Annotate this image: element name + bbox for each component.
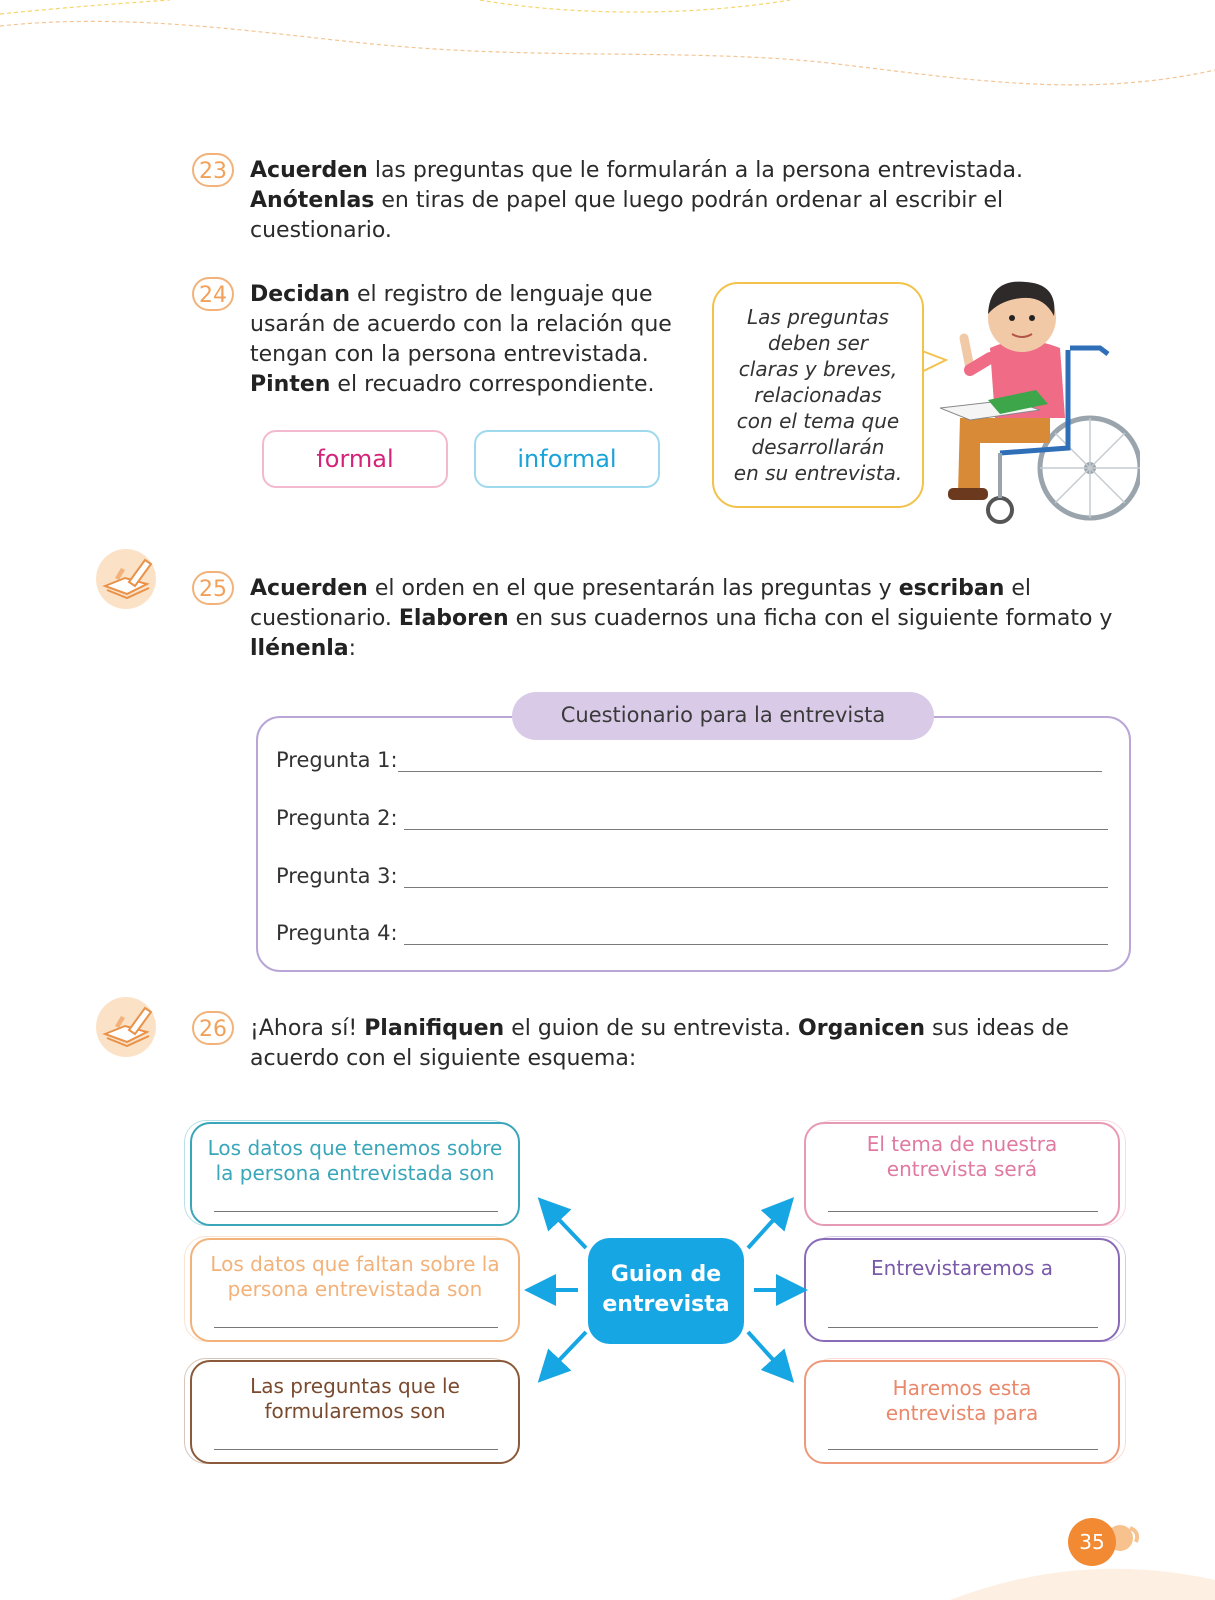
- q26-verb-2: Organicen: [798, 1016, 926, 1041]
- boy-in-wheelchair-illustration: [940, 278, 1140, 538]
- q26-text-1: ¡Ahora sí!: [250, 1016, 365, 1041]
- question-24-text: [250, 280, 700, 400]
- q26-text-3: sus ideas de: [925, 1016, 1069, 1041]
- question-number-26: 26: [192, 1011, 234, 1045]
- question-row-1-line[interactable]: [398, 771, 1102, 772]
- q23-line-3: cuestionario.: [250, 218, 392, 243]
- left-top-box[interactable]: [190, 1122, 520, 1226]
- right-bot-text-2: entrevista para: [885, 1401, 1039, 1425]
- right-mid-box[interactable]: [804, 1238, 1120, 1342]
- arrow-down-left: [546, 1332, 586, 1374]
- q25-text-5: :: [348, 636, 357, 661]
- questionnaire-title: Cuestionario para la entrevista: [512, 692, 934, 740]
- right-top-text-1: El tema de nuestra: [866, 1132, 1058, 1156]
- writing-notebook-icon: [95, 996, 157, 1058]
- arrow-down-right: [748, 1332, 786, 1374]
- q25-verb-4: llénenla: [250, 636, 349, 661]
- bubble-line-2: deben ser: [768, 331, 868, 355]
- q24-line-3: tengan con la persona entrevistada.: [250, 342, 649, 367]
- left-bot-text-1: Las preguntas que le: [250, 1374, 460, 1398]
- q25-text-4: en sus cuadernos una ficha con el siguiente formato y: [508, 606, 1113, 631]
- right-top-answer-line[interactable]: [828, 1211, 1098, 1212]
- q24-verb-1: Decidan: [250, 282, 351, 307]
- center-node: [588, 1238, 744, 1344]
- arrow-up-left: [546, 1206, 586, 1248]
- bubble-line-4: relacionadas: [754, 383, 882, 407]
- q25-text-1: el orden en el que presentarán las preguntas y: [367, 576, 899, 601]
- left-bot-text-2: formularemos son: [264, 1399, 446, 1423]
- left-bot-box[interactable]: [190, 1360, 520, 1464]
- question-row-3-label: Pregunta 3:: [276, 864, 398, 888]
- bubble-line-1: Las preguntas: [747, 305, 889, 329]
- bubble-line-3: claras y breves,: [738, 357, 898, 381]
- question-number-25: 25: [192, 571, 234, 605]
- left-mid-box[interactable]: [190, 1238, 520, 1342]
- bubble-line-7: en su entrevista.: [733, 461, 903, 485]
- q25-verb-2: escriban: [898, 576, 1005, 601]
- q26-verb-1: Planifiquen: [364, 1016, 505, 1041]
- q23-line-2: en tiras de papel que luego podrán ordenar al escribir el: [374, 188, 1004, 213]
- q24-line-2: usarán de acuerdo con la relación que: [250, 312, 672, 337]
- bubble-line-5: con el tema que: [736, 409, 900, 433]
- q25-verb-3: Elaboren: [398, 606, 509, 631]
- option-informal[interactable]: informal: [474, 430, 660, 488]
- right-bot-answer-line[interactable]: [828, 1449, 1098, 1450]
- question-row-4-label: Pregunta 4:: [276, 921, 398, 945]
- q23-verb-2: Anótenlas: [250, 188, 375, 213]
- q25-text-2: el: [1004, 576, 1032, 601]
- q26-text-2: el guion de su entrevista.: [504, 1016, 799, 1041]
- question-23-text: [250, 156, 1110, 246]
- q23-verb-1: Acuerden: [250, 158, 368, 183]
- left-top-text-2: la persona entrevistada son: [215, 1161, 495, 1185]
- question-row-2-label: Pregunta 2:: [276, 806, 398, 830]
- q23-line-1: las preguntas que le formularán a la persona entrevistada.: [367, 158, 1024, 183]
- right-top-box[interactable]: [804, 1122, 1120, 1226]
- right-bot-text-1: Haremos esta: [892, 1376, 1032, 1400]
- question-row-1-label: Pregunta 1:: [276, 748, 398, 772]
- q24-line-1: el registro de lenguaje que: [350, 282, 653, 307]
- left-top-answer-line[interactable]: [214, 1211, 498, 1212]
- left-top-text-1: Los datos que tenemos sobre: [207, 1136, 503, 1160]
- q25-verb-1: Acuerden: [250, 576, 368, 601]
- q26-line-2: acuerdo con el siguiente esquema:: [250, 1046, 637, 1071]
- question-number-23: 23: [192, 153, 234, 187]
- bubble-line-6: desarrollarán: [751, 435, 885, 459]
- center-text-2: entrevista: [602, 1292, 730, 1317]
- q25-text-3: cuestionario.: [250, 606, 399, 631]
- writing-notebook-icon: [95, 548, 157, 610]
- left-bot-answer-line[interactable]: [214, 1449, 498, 1450]
- top-wave-decoration: [0, 0, 1215, 110]
- question-number-24: 24: [192, 277, 234, 311]
- left-mid-answer-line[interactable]: [214, 1327, 498, 1328]
- question-row-3-line[interactable]: [404, 887, 1108, 888]
- question-row-4-line[interactable]: [404, 944, 1108, 945]
- tip-speech-bubble: [712, 282, 924, 508]
- right-mid-answer-line[interactable]: [828, 1327, 1098, 1328]
- question-row-2-line[interactable]: [404, 829, 1108, 830]
- right-top-text-2: entrevista será: [886, 1157, 1038, 1181]
- left-mid-text-2: persona entrevistada son: [227, 1277, 483, 1301]
- q24-line-4: el recuadro correspondiente.: [330, 372, 655, 397]
- question-26-text: [250, 1014, 1130, 1074]
- right-bot-box[interactable]: [804, 1360, 1120, 1464]
- left-mid-text-1: Los datos que faltan sobre la: [210, 1252, 500, 1276]
- bottom-corner-decoration: [950, 1560, 1215, 1600]
- arrow-up-right: [748, 1206, 786, 1248]
- right-mid-text-1: Entrevistaremos a: [871, 1256, 1053, 1280]
- page-number: 35: [1068, 1518, 1116, 1566]
- center-text-1: Guion de: [610, 1262, 722, 1287]
- q24-verb-2: Pinten: [250, 372, 331, 397]
- question-25-text: [250, 574, 1130, 664]
- option-formal[interactable]: formal: [262, 430, 448, 488]
